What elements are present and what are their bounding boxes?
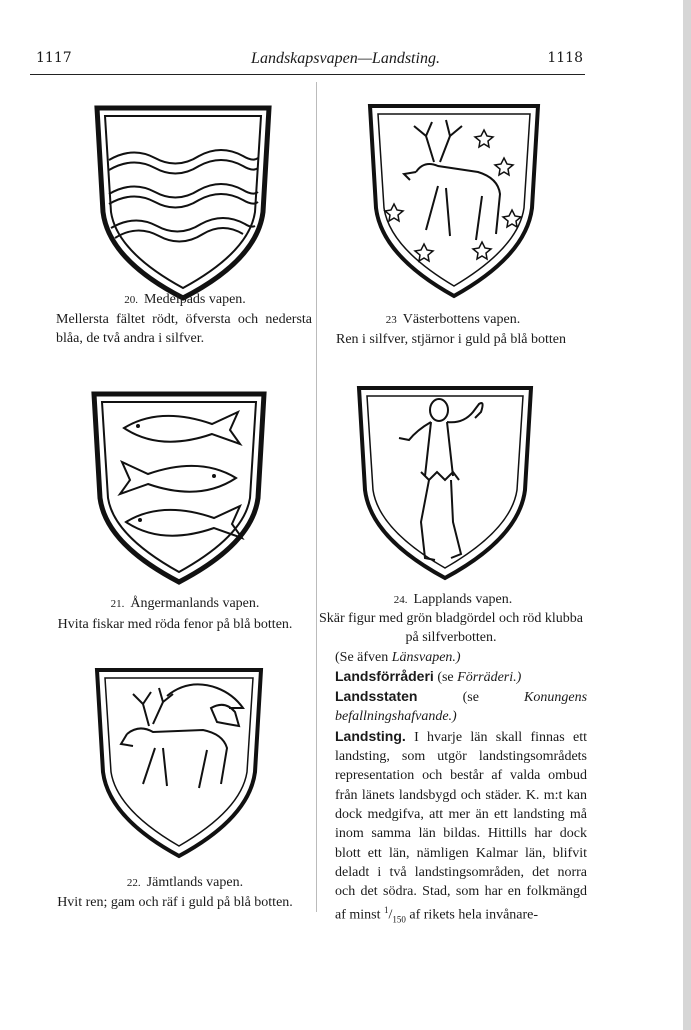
page-number-left: 1117 [36, 50, 72, 66]
arms-title: Lapplands vapen. [413, 592, 513, 607]
caption-arms-20 [60, 290, 310, 310]
entry-body-tail: af rikets hela invånare- [409, 908, 539, 924]
jamtland-shield-illustration [93, 664, 265, 860]
entry-body: I hvarje län skall finnas ett landsting, som utgör landstingsområdets representation och består af valda ombud från länets landsbygd och städer. K. m:t kan dock medgifva, att mer än ett landsting må inom samma län bildas. Hittills har dock blott ett län, nämligen Kalmar län, blifvit deladt i två landstingsområden, det norra och det södra. Stad, som har en folkmängd af minst [335, 729, 587, 924]
see-also-line: (Se äfven Länsvapen.) [335, 649, 461, 665]
arms-title: Jämtlands vapen. [146, 875, 244, 890]
headword: Landsförråderi [335, 667, 434, 684]
lappland-shield-illustration [355, 382, 535, 582]
page-number-right: 1118 [547, 50, 583, 66]
running-title: Landskapsvapen—Landsting. [251, 50, 440, 67]
fraction-numerator: 1 [384, 905, 389, 916]
arms-number: 23 [385, 314, 397, 326]
caption-arms-24 [318, 590, 588, 610]
page-edge [683, 0, 691, 1030]
arms-title: Västerbottens vapen. [402, 312, 521, 327]
fraction-denominator: 150 [392, 914, 406, 925]
entry-landsforraderi: Landsförråderi (se Förräderi.) [335, 667, 522, 685]
arms-description: Mellersta fältet rödt, öfversta och nedersta blåa, de två andra i silfver. [56, 312, 312, 346]
caption-arms-23 [318, 310, 588, 330]
arms-number: 20. [124, 294, 138, 306]
arms-title: Ångermanlands vapen. [130, 596, 260, 611]
arms-description: Hvit ren; gam och räf i guld på blå botten. [57, 895, 293, 910]
arms-number: 21. [110, 598, 125, 610]
arms-description: Hvita fiskar med röda fenor på blå botten. [57, 617, 293, 632]
arms-description: Ren i silfver, stjärnor i guld på blå botten [335, 332, 566, 347]
arms-number: 22. [126, 877, 141, 889]
headword: Landsting. [335, 727, 406, 744]
arms-description: Skär figur med grön bladgördel och röd klubba på silfverbotten. [319, 611, 583, 646]
caption-arms-21 [60, 594, 310, 614]
entry-landsting: Landsting. I hvarje län skall finnas ett landsting, som utgör landstingsområdets representation och består af valda ombud från länets landsbygd och städer. K. m:t kan dock medgifva, att mer än ett landsting må inom samma län bildas. Hittills har dock blott ett län, nämligen Kalmar län, blifvit deladt i två landstingsområden, det norra och det södra. Stad, som har en folkmängd af minst $^1/_{150}$ af rikets hela invånare- [335, 727, 587, 925]
medelpad-shield-illustration [93, 102, 273, 302]
caption-arms-22 [60, 873, 310, 893]
arms-number: 24. [393, 594, 408, 606]
arms-title: Medelpads vapen. [143, 292, 246, 307]
cross-reference: Konungens befallningshafvande.) [335, 690, 588, 725]
vasterbotten-shield-illustration [366, 100, 542, 300]
right-column-text [315, 609, 587, 930]
header-rule [30, 74, 585, 75]
headword: Landsstaten [335, 688, 418, 705]
cross-reference: Förräderi.) [457, 669, 522, 685]
entry-landsstaten: Landsstaten (se Konungens befallningshafvande.) [335, 688, 588, 725]
angermanland-shield-illustration [90, 388, 268, 586]
cross-reference: Länsvapen.) [391, 649, 461, 665]
